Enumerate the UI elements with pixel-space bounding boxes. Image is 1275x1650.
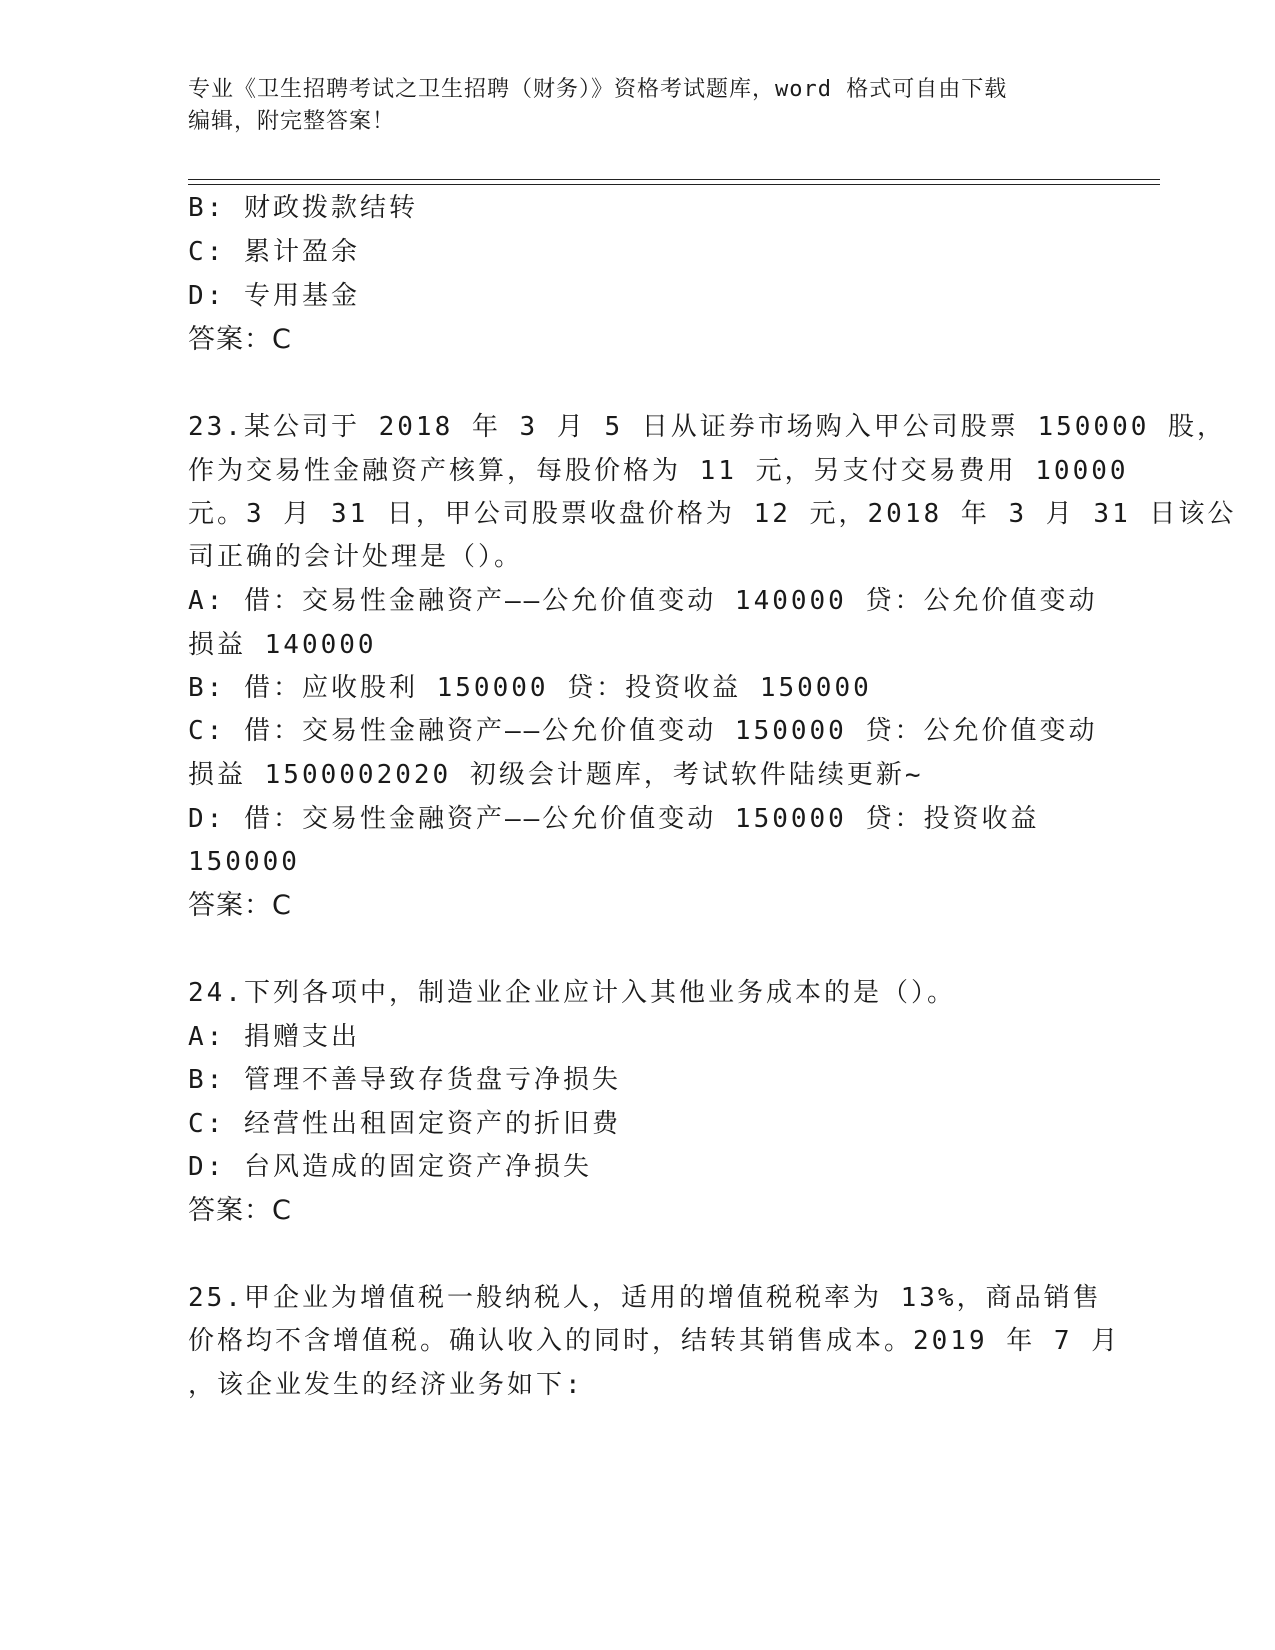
- q23-stem-line-3: 元。3 月 31 日，甲公司股票收盘价格为 12 元，2018 年 3 月 31 日该公: [188, 499, 1237, 529]
- q24-option-d: D: 台风造成的固定资产净损失: [188, 1152, 592, 1182]
- q23-stem-line-1: 23.某公司于 2018 年 3 月 5 日从证券市场购入甲公司股票 150000 股，: [188, 412, 1227, 442]
- q24-stem: 24.下列各项中，制造业企业应计入其他业务成本的是（）。: [188, 978, 956, 1008]
- q22-option-b: B: 财政拨款结转: [188, 193, 418, 223]
- q23-option-d-line-2: 150000: [188, 847, 300, 877]
- q23-option-d-line-1: D: 借：交易性金融资产——公允价值变动 150000 贷：投资收益: [188, 804, 1040, 834]
- header-line-1: 专业《卫生招聘考试之卫生招聘（财务）》资格考试题库，word 格式可自由下载: [188, 77, 1008, 102]
- q23-option-a-line-1: A: 借：交易性金融资产——公允价值变动 140000 贷：公允价值变动: [188, 586, 1098, 616]
- q24-option-b: B: 管理不善导致存货盘亏净损失: [188, 1065, 621, 1095]
- q23-answer: 答案：C: [188, 890, 292, 921]
- q25-stem-line-3: ，该企业发生的经济业务如下:: [188, 1370, 584, 1400]
- q22-answer: 答案：C: [188, 324, 292, 355]
- q25-stem-line-2: 价格均不含增值税。确认收入的同时，结转其销售成本。2019 年 7 月: [188, 1326, 1121, 1356]
- q23-option-c-line-2: 损益 1500002020 初级会计题库，考试软件陆续更新~: [188, 760, 924, 790]
- header-divider-top: [188, 179, 1160, 180]
- q24-option-c: C: 经营性出租固定资产的折旧费: [188, 1109, 621, 1139]
- q23-option-b: B: 借：应收股利 150000 贷：投资收益 150000: [188, 673, 872, 703]
- q23-option-c-line-1: C: 借：交易性金融资产——公允价值变动 150000 贷：公允价值变动: [188, 716, 1098, 746]
- q24-answer: 答案：C: [188, 1195, 292, 1226]
- q23-option-a-line-2: 损益 140000: [188, 630, 377, 660]
- header-divider-bottom: [188, 184, 1160, 185]
- q25-stem-line-1: 25.甲企业为增值税一般纳税人，适用的增值税税率为 13%，商品销售: [188, 1283, 1102, 1313]
- q23-stem-line-2: 作为交易性金融资产核算，每股价格为 11 元，另支付交易费用 10000: [188, 456, 1129, 486]
- page-header: [188, 74, 1068, 138]
- header-line-2: 编辑，附完整答案！: [188, 109, 396, 134]
- q23-stem-line-4: 司正确的会计处理是（）。: [188, 542, 524, 572]
- q24-option-a: A: 捐赠支出: [188, 1022, 360, 1052]
- q22-option-d: D: 专用基金: [188, 281, 360, 311]
- q22-option-c: C: 累计盈余: [188, 237, 360, 267]
